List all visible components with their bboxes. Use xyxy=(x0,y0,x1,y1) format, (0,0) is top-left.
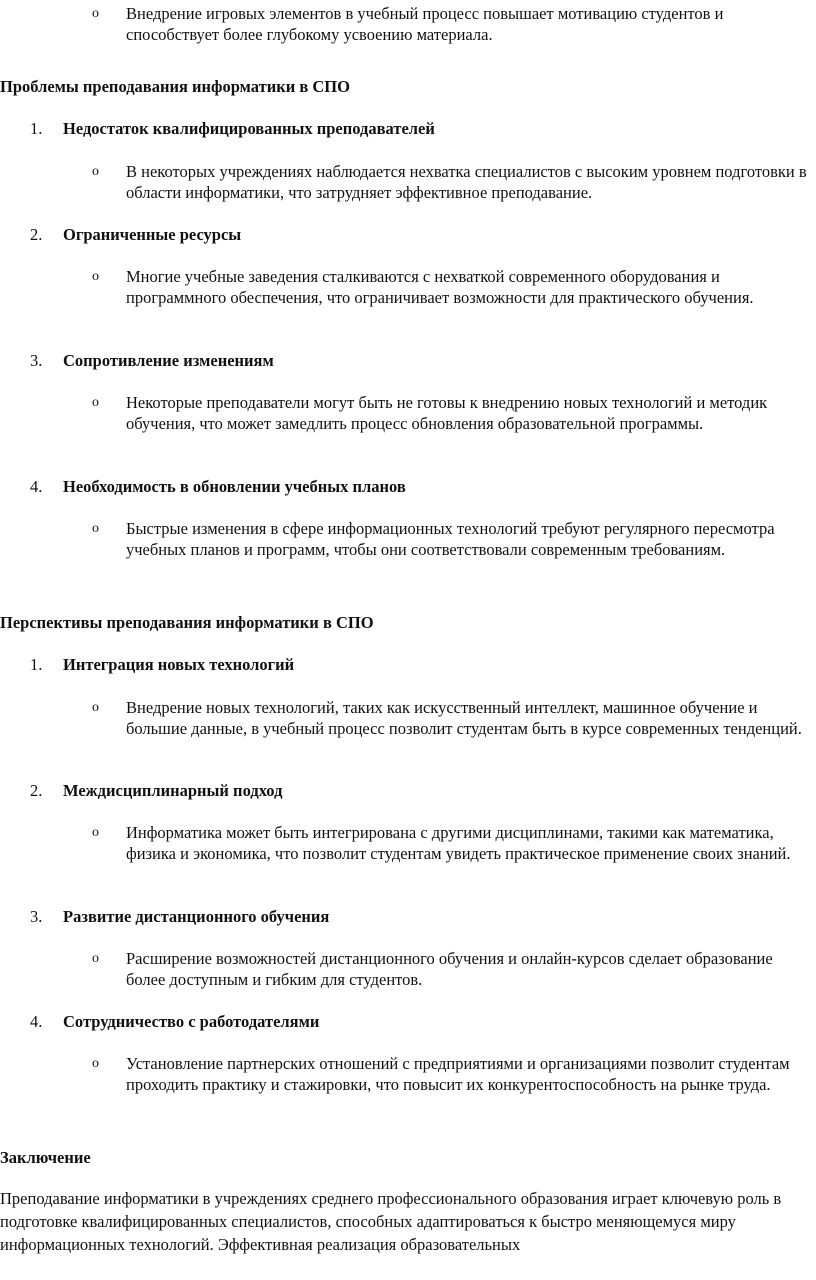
bullet-marker: o xyxy=(92,521,99,536)
bullet-text: Внедрение новых технологий, таких как искусственный интеллект, машинное обучение и большие данные, в учебный процесс позволит студентам быть в курсе современных тенденций. xyxy=(126,698,802,738)
bullet-marker: o xyxy=(92,951,99,966)
list-number: 3. xyxy=(30,907,43,926)
list-item-title: Сотрудничество с работодателями xyxy=(63,1012,320,1031)
bullet-text: Установление партнерских отношений с предприятиями и организациями позволит студентам проходить практику и стажировки, что повысит их конкурентоспособность на рынке труда. xyxy=(126,1054,790,1094)
list-number: 1. xyxy=(30,119,43,138)
list-number: 2. xyxy=(30,781,43,800)
bullet-marker: o xyxy=(92,164,99,179)
bullet-marker: o xyxy=(92,269,99,284)
bullet-marker: o xyxy=(92,6,99,21)
bullet-text: Расширение возможностей дистанционного обучения и онлайн-курсов сделает образование более доступным и гибким для студентов. xyxy=(126,949,773,989)
bullet-text: Информатика может быть интегрирована с другими дисциплинами, такими как математика, физика и экономика, что позволит студентам увидеть практическое применение своих знаний. xyxy=(126,823,791,863)
list-item-title: Необходимость в обновлении учебных планов xyxy=(63,477,406,496)
section-heading-prospects: Перспективы преподавания информатики в СПО xyxy=(0,613,374,632)
list-number: 1. xyxy=(30,655,43,674)
section-heading-conclusion: Заключение xyxy=(0,1148,91,1167)
list-number: 4. xyxy=(30,477,43,496)
bullet-text: Быстрые изменения в сфере информационных технологий требуют регулярного пересмотра учебных планов и программ, чтобы они соответствовали современным требованиям. xyxy=(126,519,775,559)
list-number: 3. xyxy=(30,351,43,370)
list-number: 4. xyxy=(30,1012,43,1031)
bullet-marker: o xyxy=(92,395,99,410)
list-item-title: Ограниченные ресурсы xyxy=(63,225,242,244)
list-item-title: Недостаток квалифицированных преподавателей xyxy=(63,119,435,138)
bullet-marker: o xyxy=(92,825,99,840)
bullet-marker: o xyxy=(92,700,99,715)
bullet-text: Некоторые преподаватели могут быть не готовы к внедрению новых технологий и методик обучения, что может замедлить процесс обновления образовательной программы. xyxy=(126,393,768,433)
list-item-title: Развитие дистанционного обучения xyxy=(63,907,330,926)
list-number: 2. xyxy=(30,225,43,244)
bullet-marker: o xyxy=(92,1056,99,1071)
bullet-text: Многие учебные заведения сталкиваются с нехваткой современного оборудования и программного обеспечения, что ограничивает возможности для практического обучения. xyxy=(126,267,754,307)
conclusion-paragraph: Преподавание информатики в учреждениях среднего профессионального образования играет ключевую роль в подготовке квалифицированных специалистов, способных адаптироваться к быстро меняющемуся миру информационных технологий. Эффективная реализация образовательных xyxy=(0,1189,782,1254)
bullet-text: Внедрение игровых элементов в учебный процесс повышает мотивацию студентов и способствует более глубокому усвоению материала. xyxy=(126,4,724,44)
list-item-title: Междисциплинарный подход xyxy=(63,781,283,800)
list-item-title: Сопротивление изменениям xyxy=(63,351,274,370)
list-item-title: Интеграция новых технологий xyxy=(63,655,295,674)
section-heading-problems: Проблемы преподавания информатики в СПО xyxy=(0,77,350,96)
bullet-text: В некоторых учреждениях наблюдается нехватка специалистов с высоким уровнем подготовки в области информатики, что затрудняет эффективное преподавание. xyxy=(126,162,807,202)
